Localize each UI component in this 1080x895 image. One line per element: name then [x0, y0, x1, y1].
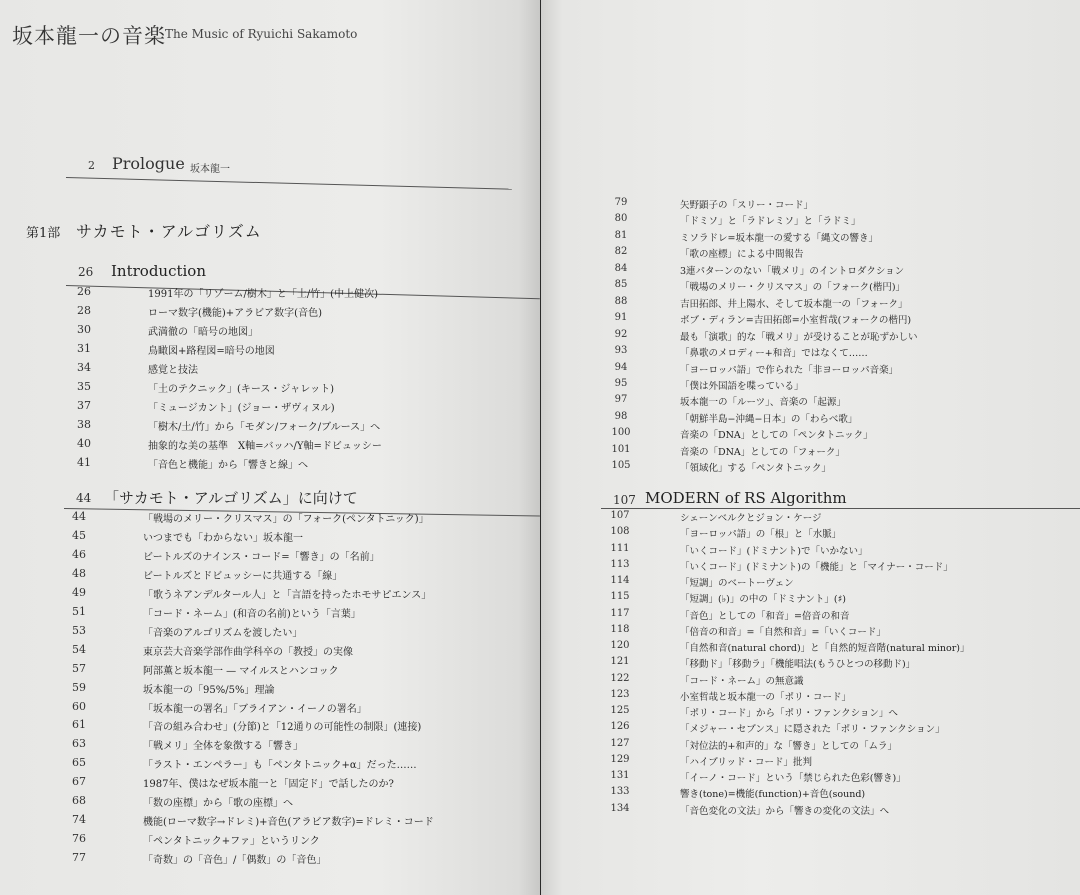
entry-page-number: 54 [72, 642, 86, 656]
entry-title: 「いくコード」(ドミナント)の「機能」と「マイナー・コード」 [680, 561, 953, 573]
entry-page-number: 105 [611, 460, 631, 472]
entry-page-number: 84 [614, 262, 628, 274]
entry-page-number: 26 [77, 285, 91, 298]
entry-page-number: 91 [614, 312, 628, 324]
right-page [541, 0, 1080, 895]
entry-page-number: 126 [610, 721, 630, 733]
entry-page-number: 118 [610, 623, 630, 635]
entry-page-number: 81 [614, 229, 628, 241]
entry-page-number: 67 [72, 775, 86, 789]
entry-page-number: 134 [610, 802, 630, 814]
entry-page-number: 79 [614, 197, 628, 208]
entry-title: 1991年の「リゾーム/樹木」と「土/竹」(中上健次) [148, 289, 378, 300]
entry-page-number: 44 [72, 510, 86, 523]
entry-title: 「ミュージカント」(ジョー・ザヴィヌル) [148, 403, 335, 414]
entry-page-number: 77 [72, 851, 86, 865]
entry-title: 感覚と技法 [148, 365, 198, 376]
entry-title: 「戦メリ」全体を象徴する「響き」 [143, 741, 303, 753]
entry-page-number: 131 [610, 770, 630, 781]
book-title-jp: 坂本龍一の音楽 [12, 24, 166, 48]
part-title: サカモト・アルゴリズム [76, 222, 262, 241]
entry-page-number: 76 [72, 832, 86, 846]
entry-title: ミソラドレ=坂本龍一の愛する「縄文の響き」 [680, 232, 878, 244]
section-page-number: 107 [613, 493, 636, 507]
section-page-number: 44 [76, 491, 92, 505]
section-page-number: 26 [78, 265, 94, 279]
entry-page-number: 38 [77, 418, 91, 431]
entry-title: 抽象的な美の基準 X軸=バッハ/Y軸=ドビュッシー [148, 441, 382, 452]
entry-page-number: 80 [614, 213, 628, 225]
entry-page-number: 60 [72, 699, 86, 713]
entry-title: 「コード・ネーム」の無意識 [680, 675, 804, 687]
entry-title: 「自然和音(natural chord)」と「自然的短音階(natural minor)」 [680, 643, 970, 654]
entry-page-number: 93 [614, 345, 628, 357]
entry-page-number: 41 [77, 456, 91, 469]
entry-title: 最も「演歌」的な「戦メリ」が受けることが恥ずかしい [680, 331, 918, 343]
part-label: 第1部 [26, 226, 61, 241]
entry-title: 「短調」(♭)」の中の「ドミナント」(♯) [680, 594, 846, 606]
entry-title: ローマ数字(機能)+アラビア数字(音色) [148, 308, 322, 319]
entry-title: 1987年、僕はなぜ坂本龍一と「固定ド」で話したのか? [143, 779, 394, 791]
entry-page-number: 117 [610, 607, 630, 619]
entry-page-number: 127 [610, 737, 630, 749]
entry-page-number: 125 [610, 705, 630, 716]
entry-title: 吉田拓郎、井上陽水、そして坂本龍一の「フォーク」 [680, 298, 908, 310]
entry-title: 東京芸大音楽学部作曲学科卒の「教授」の実像 [143, 646, 353, 658]
entry-page-number: 61 [72, 718, 86, 732]
entry-page-number: 111 [610, 542, 630, 554]
entry-page-number: 46 [72, 547, 86, 561]
entry-title: 「ヨーロッパ語」で作られた「非ヨーロッパ音楽」 [680, 364, 899, 376]
section-title: Introduction [111, 262, 206, 280]
entry-title: 「ラスト・エンペラー」も「ペンタトニック+α」だった…… [143, 760, 417, 772]
section-title: MODERN of RS Algorithm [645, 489, 847, 507]
entry-page-number: 35 [77, 380, 91, 393]
entry-page-number: 85 [614, 279, 628, 291]
entry-title: シェーンベルクとジョン・ケージ [680, 513, 822, 524]
entry-page-number: 59 [72, 680, 86, 694]
entry-page-number: 40 [77, 437, 91, 450]
entry-page-number: 101 [611, 443, 631, 455]
entry-page-number: 88 [614, 295, 628, 307]
entry-title: 3連パターンのない「戦メリ」のイントロダクション [680, 265, 905, 277]
entry-title: 「樹木/土/竹」から「モダン/フォーク/ブルース」へ [148, 422, 381, 433]
entry-title: 「歌の座標」による中間報告 [680, 249, 804, 261]
entry-page-number: 97 [614, 394, 628, 406]
entry-title: 「コード・ネーム」(和音の名前)という「言葉」 [143, 608, 361, 620]
entry-title: 「イーノ・コード」という「禁じられた色彩(響き)」 [680, 773, 906, 784]
entry-page-number: 100 [611, 427, 631, 439]
entry-page-number: 45 [72, 528, 86, 542]
entry-title: 「音色変化の文法」から「響きの変化の文法」へ [680, 805, 890, 817]
entry-title: 「歌うネアンデルタール人」と「言語を持ったホモサピエンス」 [143, 589, 432, 601]
entry-page-number: 94 [614, 361, 628, 373]
entry-page-number: 82 [614, 246, 628, 258]
entry-title: 矢野顕子の「スリー・コード」 [680, 200, 814, 211]
entry-title: 機能(ローマ数字→ドレミ)+音色(アラビア数字)=ドレミ・コード [143, 817, 434, 829]
entry-page-number: 57 [72, 661, 86, 675]
entry-title: 音楽の「DNA」としての「ペンタトニック」 [680, 430, 873, 442]
entry-title: 「ハイブリッド・コード」批判 [680, 756, 812, 768]
entry-title: 「対位法的+和声的」な「響き」としての「ムラ」 [680, 740, 897, 752]
entry-page-number: 108 [610, 526, 630, 538]
entry-title: ビートルズとドビュッシーに共通する「線」 [143, 570, 343, 582]
entry-title: 「領域化」する「ペンタトニック」 [680, 463, 831, 475]
entry-title: 「短調」のベートーヴェン [680, 578, 794, 589]
entry-page-number: 37 [77, 399, 91, 412]
entry-title: 「数の座標」から「歌の座標」へ [143, 798, 293, 810]
entry-title: 阿部薫と坂本龍一 — マイルスとハンコック [143, 665, 339, 677]
entry-title: 「奇数」の「音色」/「偶数」の「音色」 [143, 855, 327, 867]
entry-page-number: 95 [614, 377, 628, 389]
entry-page-number: 65 [72, 756, 86, 770]
entry-page-number: 74 [72, 813, 86, 827]
entry-page-number: 98 [614, 410, 628, 422]
entry-title: 「音楽のアルゴリズムを渡したい」 [143, 627, 303, 639]
entry-title: 「移動ド」「移動ラ」「機能唱法(もうひとつの移動ド)」 [680, 659, 916, 671]
entry-title: 「戦場のメリー・クリスマス」の「フォーク(楷円)」 [680, 282, 906, 294]
entry-title: 武満徹の「暗号の地図」 [148, 327, 258, 338]
entry-page-number: 34 [77, 361, 91, 374]
prologue-title: Prologue [112, 154, 185, 173]
entry-page-number: 114 [610, 575, 630, 586]
section-title: 「サカモト・アルゴリズム」に向けて [104, 489, 358, 507]
entry-page-number: 113 [610, 558, 630, 570]
entry-title: 「音の組み合わせ」(分節)と「12通りの可能性の制限」(連接) [143, 722, 422, 734]
entry-title: 「ポリ・コード」から「ポリ・ファンクション」へ [680, 708, 898, 719]
entry-page-number: 53 [72, 623, 86, 637]
prologue-rule [66, 177, 512, 190]
entry-title: 「鼻歌のメロディー+和音」ではなくて…… [680, 348, 868, 360]
prologue-page-number: 2 [88, 159, 95, 172]
entry-title: 「戦場のメリー・クリスマス」の「フォーク(ペンタトニック)」 [143, 514, 429, 525]
entry-page-number: 107 [610, 510, 630, 521]
entry-page-number: 92 [614, 328, 628, 340]
entry-title: 「ドミソ」と「ラドレミソ」と「ラドミ」 [680, 216, 861, 228]
entry-title: 「朝鮮半島−沖縄−日本」の「わらべ歌」 [680, 413, 858, 425]
entry-page-number: 122 [610, 672, 630, 684]
entry-page-number: 63 [72, 737, 86, 751]
entry-title: 「坂本龍一の署名」「ブライアン・イーノの署名」 [143, 703, 367, 715]
entry-page-number: 31 [77, 342, 91, 355]
entry-title: 「ヨーロッパ語」の「根」と「水脈」 [680, 529, 842, 541]
prologue-author: 坂本龍一 [190, 164, 230, 175]
entry-page-number: 48 [72, 566, 86, 580]
entry-title: 「音色」としての「和音」=倍音の和音 [680, 610, 850, 622]
entry-title: 「僕は外国語を喋っている」 [680, 380, 804, 392]
entry-page-number: 28 [77, 304, 91, 317]
entry-title: 響き(tone)=機能(function)+音色(sound) [680, 789, 866, 801]
entry-title: 坂本龍一の「95%/5%」理論 [143, 684, 275, 696]
entry-title: 「ペンタトニック+ファ」というリンク [143, 836, 320, 848]
entry-title: 小室哲哉と坂本龍一の「ポリ・コード」 [680, 691, 852, 703]
entry-page-number: 30 [77, 323, 91, 336]
entry-page-number: 68 [72, 794, 86, 808]
entry-page-number: 49 [72, 585, 86, 599]
entry-title: 鳥瞰図+路程図=暗号の地図 [148, 346, 275, 357]
entry-page-number: 133 [610, 786, 630, 798]
entry-title: ボブ・ディラン=吉田拓郎=小室哲哉(フォークの楷円) [680, 315, 912, 327]
entry-page-number: 51 [72, 604, 86, 618]
entry-title: 「倍音の和音」=「自然和音」=「いくコード」 [680, 626, 886, 638]
book-title-en: The Music of Ryuichi Sakamoto [165, 27, 358, 41]
entry-title: 坂本龍一の「ルーツ」、音楽の「起源」 [680, 397, 846, 409]
entry-page-number: 115 [610, 591, 630, 603]
entry-title: いつまでも「わからない」坂本龍一 [143, 532, 303, 544]
entry-title: 音楽の「DNA」としての「フォーク」 [680, 446, 845, 458]
entry-title: 「音色と機能」から「響きと線」へ [148, 460, 308, 471]
entry-page-number: 121 [610, 656, 630, 668]
entry-page-number: 129 [610, 753, 630, 765]
entry-title: 「土のテクニック」(キース・ジャレット) [148, 384, 335, 395]
entry-title: ビートルズのナインス・コード=「響き」の「名前」 [143, 551, 380, 563]
entry-page-number: 120 [610, 640, 630, 651]
entry-title: 「メジャー・セブンス」に隠された「ポリ・ファンクション」 [680, 724, 945, 736]
entry-page-number: 123 [610, 688, 630, 700]
entry-title: 「いくコード」(ドミナント)で「いかない」 [680, 545, 868, 557]
section-rule [601, 508, 1080, 509]
